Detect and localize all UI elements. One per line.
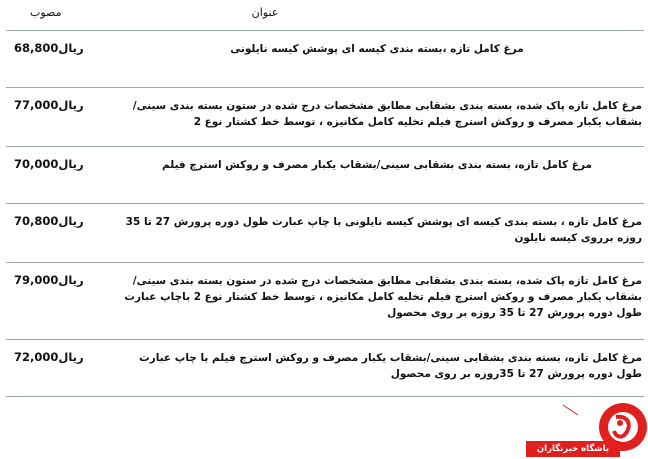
row-price: 70,800ریال [14,214,84,228]
row-title: مرغ کامل تازه، بسته بندی بشقابی سینی/بشقاب یکبار مصرف و روکش استرچ فیلم [162,159,592,171]
watermark-text: باشگاه خبرنگاران [526,441,620,457]
table-row [6,31,644,88]
row-title: مرغ کامل تازه پاک شده، بسته بندی بشقابی مطابق مشخصات درج شده در ستون بسته بندی سینی/بشقاب یکبار مصرف و روکش استرچ فیلم تخلیه کامل مکانیزه ، توسط خط کشتار نوع 2 [132,100,642,128]
row-title: مرغ کامل تازه پاک شده، بسته بندی بشقابی مطابق مشخصات درج شده در ستون بسته بندی سینی/بشقاب یکبار مصرف و روکش استرچ فیلم تخلیه کامل مکانیزه ، توسط خط کشتار نوع 2 باچاپ عبارت طول دوره پرورش 27 تا 35 روزه بر روی محصول [124,275,642,319]
table-row [6,147,644,204]
row-title: مرغ کامل تازه ،بسته بندی کیسه ای پوشش کیسه نایلونی [230,43,524,55]
row-price: 72,000ریال [14,350,84,364]
row-price: 68,800ریال [14,41,84,55]
row-title: مرغ کامل تازه، بسته بندی بشقابی سینی/بشقاب یکبار مصرف و روکش استرچ فیلم با چاپ عبارت طول دوره پرورش 27 تا 35روزه بر روی محصول [139,352,642,380]
row-price: 70,000ریال [14,157,84,171]
row-price: 77,000ریال [14,98,84,112]
table-row [6,204,644,263]
row-title: مرغ کامل تازه ، بسته بندی کیسه ای پوشش کیسه نایلونی با چاپ عبارت طول دوره پرورش 27 تا 35 روزه برروی کیسه نایلون [125,216,642,244]
table-header [6,0,644,31]
price-column-header: مصوب [30,6,62,19]
table-row [6,340,644,397]
table-row [6,88,644,147]
title-column-header: عنوان [251,6,279,19]
price-table [6,0,644,397]
table-row [6,263,644,340]
row-price: 79,000ریال [14,273,84,287]
